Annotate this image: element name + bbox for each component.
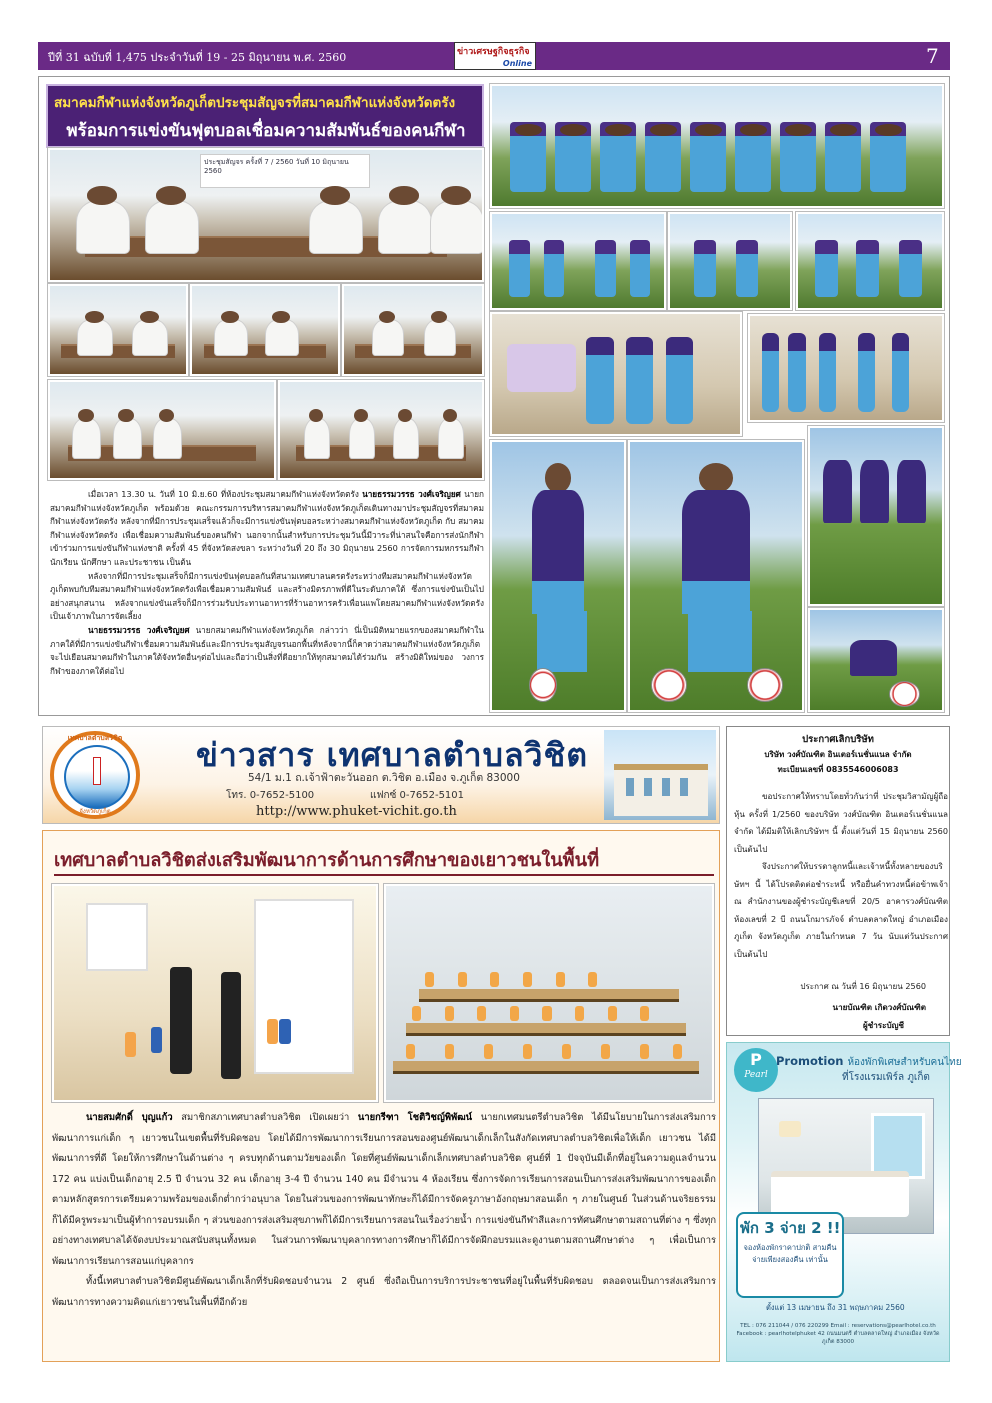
education-name-2: นายกรีฑา โชติวิชญ์พิพัฒน์ [357,1112,473,1123]
meeting-photo-3 [190,284,340,376]
dinner-photo [748,314,944,422]
newspaper-logo [454,42,536,70]
sports-para-3-rest: นายกสมาคมกีฬาแห่งจังหวัดภูเก็ต กล่าวว่า นี่เป็นมิติหมายแรกของสมาคมกีฬาในภาคใต้ที่มีการแข่งขันกีฬาเชื่อมความสัมพันธ์และมีการประชุมสัญจรนอกพื้นที่หลังจากนี้ก็คาดว่าสมาคมกีฬาแห่งจังหวัดภูเก็ตจะไปเยือนสมาคมกีฬาในภาคใต้จังหวัดอื่นๆต่อไปและถือว่าเป็นสิ่งที่ดีอยากให้ทุกสมาคมได้ร่วมกัน สร้างมิติใหม่ของ วงการกีฬาของภาคใต้ต่อไป [50,624,484,676]
logo-text: ข่าวเศรษฐกิจธุรกิจ [457,47,530,57]
vichit-address: 54/1 ม.1 ถ.เจ้าฟ้าตะวันออก ต.วิชิต อ.เมือง จ.ภูเก็ต 83000 [248,772,520,784]
notice-date: ประกาศ ณ วันที่ 16 มิถุนายน 2560 [800,981,926,991]
notice-para-2: จึงประกาศให้บรรดาลูกหนี้และเจ้าหนี้ทั้งหลายของบริษัทฯ นี้ ได้โปรดติดต่อชำระหนี้ หรือยื่นคำทวงหนี้ต่อข้าพเจ้า ณ สำนักงานของผู้ชำระบัญชีเลขที่ 20/5 อาคารวงศ์บัณฑิต ห้องเลขที่ 2 บี ถนนโกมารภัจจ์ ตำบลตลาดใหญ่ อำเภอเมืองภูเก็ต จังหวัดภูเก็ต ภายในกำหนด 7 วัน นับแต่วันประกาศเป็นต้นไป [734,861,948,959]
meeting-photo-6 [278,380,484,480]
vichit-website-link[interactable]: http://www.phuket-vichit.go.th [256,804,457,819]
seal-top-text: เทศบาลตำบลวิชิต [67,734,123,742]
sports-story-headline-box [46,84,484,148]
hotel-contact: TEL : 076 211044 / 076 220299 Email : reservations@pearlhotel.co.th Facebook : pearlhotelphuket 42 ถนนมนตรี ตำบลตลาดใหญ่ อำเภอเมือง จังหวัดภูเก็ต 83000 [736,1323,940,1345]
football-photo-2 [490,212,666,310]
sports-para-1-rest: นายกสมาคมกีฬาแห่งจังหวัดภูเก็ต พร้อมด้วย คณะกรรมการบริหารสมาคมกีฬาแห่งจังหวัดภูเก็ตเดินทางมาประชุมสัญจรที่สมาคมกีฬาแห่งจังหวัดตรัง หลังจากที่มีการประชุมเสร็จแล้วก็จะมีการแข่งขันฟุตบอลระหว่างสมาคมกีฬาแห่งจังหวัดภูเก็ต กับ สมาคมกีฬาแห่งจังหวัดตรัง เพื่อเชื่อมความสัมพันธ์ของคนกีฬา นอกจากนั้นสำหรับการประชุมวันนี้มีวาระที่น่าสนใจคือการส่งนักกีฬาเข้าร่วมการแข่งขันกีฬาแห่งชาติ ครั้งที่ 45 ที่จังหวัดสงขลา ระหว่างวันที่ 20 ถึง 30 มิถุนายน 2560 การจัดการมหกรรมกีฬานักเรียน นักศึกษา และประชาชน เป็นต้น [50,489,484,567]
page-number: 7 [926,44,939,68]
promo-label: Promotion [776,1054,844,1068]
sports-para-2: หลังจากที่มีการประชุมเสร็จก็มีการแข่งขันฟุตบอลกันที่สนามเทศบาลนครตรังระหว่างทีมสมาคมกีฬาแห่งจังหวัดภูเก็ตพบกับทีมสมาคมกีฬาแห่งจังหวัดตรังเพื่อเชื่อมความสัมพันธ์ และสร้างมิตรภาพที่ดีในระดับภาคใต้ ซึ่งการแข่งขันเป็นไปอย่างสนุกสนาน หลังจากแข่งขันเสร็จก็มีการร่วมรับประทานอาหารที่ร้านอาหารครัวเพื่อนแพโดยสมาคมกีฬาแห่งจังหวัดตรังเป็นเจ้าภาพในการจัดเลี้ยง [50,570,484,622]
team-group-photo [490,84,944,208]
sports-headline-line1: สมาคมกีฬาแห่งจังหวัดภูเก็ตประชุมสัญจรที่สมาคมกีฬาแห่งจังหวัดตรัง [54,95,456,111]
promo-dates: ตั้งแต่ 13 เมษายน ถึง 31 พฤษภาคม 2560 [766,1303,905,1312]
vichit-fax: แฟกซ์ 0-7652-5101 [370,790,465,801]
player-photo-3 [808,426,944,606]
football-photo-3 [668,212,792,310]
meeting-photo-2 [48,284,188,376]
notice-signer: นายบัณฑิต เกิดวงศ์บัณฑิต [832,1002,926,1012]
player-photo-4 [808,608,944,712]
seal-bottom-text: จังหวัดภูเก็ต [79,808,111,815]
player-portrait-1 [490,440,626,712]
logo-online: Online [502,59,532,68]
notice-registration: ทะเบียนเลขที่ 0835546006083 [777,765,899,774]
notice-title: ประกาศเลิกบริษัท [802,734,874,745]
logo-name: Pearl [744,1070,768,1080]
deal-description: จองห้องพักราคาปกติ สามคืนจ่ายเพียงสองคืน เท่านั้น [743,1243,837,1264]
education-headline: เทศบาลตำบลวิชิตส่งเสริมพัฒนาการด้านการศึกษาของเยาวชนในพื้นที่ [54,850,600,871]
education-para-2: ทั้งนี้เทศบาลตำบลวิชิตมีศูนย์พัฒนาเด็กเล็กที่รับผิดชอบจำนวน 2 ศูนย์ ซึ่งถือเป็นการบริการประชาชนที่อยู่ในพื้นที่รับผิดชอบ ตลอดจนเป็นการส่งเสริมการพัฒนาการทางความคิดแก่เยาวชนในพื้นที่อีกด้วย [52,1276,716,1308]
deal-headline: พัก 3 จ่าย 2 !! [740,1219,841,1237]
logo-letter: P [750,1050,762,1069]
promo-text: ห้องพักพิเศษสำหรับคนไทย [847,1057,962,1068]
notice-para-1: ขอประกาศให้ทราบโดยทั่วกันว่าที่ ประชุมวิสามัญผู้ถือหุ้น ครั้งที่ 1/2560 ของบริษัท วงศ์บัณฑิต อินเตอร์เนชั่นแนล จำกัด ได้มีมติให้เลิกบริษัทฯ นี้ ตั้งแต่วันที่ 15 มิถุนายน 2560 เป็นต้นไป [734,791,948,854]
meeting-photo-4 [342,284,484,376]
meeting-photo-main [48,148,484,282]
sports-para-3-name: นายธรรมวรรธ วงศ์เจริญยศ [88,624,190,635]
sports-para-1-name: นายธรรมวรรธ วงศ์เจริญยศ [362,489,461,499]
ad-promo-subtitle: ที่โรงแรมเพิร์ล ภูเก็ต [842,1072,930,1083]
sports-story-text [50,488,484,712]
sports-para-3 [50,624,484,678]
player-portrait-2 [628,440,804,712]
education-text-2: นายกเทศมนตรีตำบลวิชิต ได้มีนโยบายในการส่งเสริมการพัฒนาการแก่เด็ก ๆ เยาวชนในเขตพื้นที่รับผิดชอบ โดยได้มีการพัฒนาการเรียนการสอนของศูนย์พัฒนาเด็กเล็กในสังกัดเทศบาลตำบลวิชิตเพื่อให้เด็ก เยาวชน ได้มีพัฒนาการที่ดี โดยให้การศึกษาในด้านต่าง ๆ ครบทุกด้านตามวัยของเด็ก โดยที่ศูนย์พัฒนาเด็กเล็กเทศบาลตำบลวิชิต ศูนย์ที่ 1 ปัจจุบันมีเด็กที่อยู่ในความดูแลจำนวน 172 คน แบ่งเป็นเด็กอายุ 2.5 ปี จำนวน 32 คน เด็กอายุ 3-4 ปี จำนวน 140 คน มีจำนวน 4 ห้องเรียน ซึ่งการจัดการเรียนการสอนเป็นการส่งเสริมพัฒนาการของเด็ก ตามหลักสูตรการเตรียมความพร้อมของเด็กต่ำกว่าอนุบาล โดยในส่วนของการพัฒนาทักษะก็ได้มีการจัดครูภาษาอังกฤษมาสอนเด็ก ๆ ภายในศูนย์ ในส่วนด้านจริยธรรมก็ได้มีครูพระมาเป็นผู้ทำการอบรมเด็ก ๆ ส่วนของการส่งเสริมสุขภาพก็ได้มีการเรียนการสอนในเรื่องว่ายน้ำ การแข่งขันกีฬาสีและการทัศนศึกษาตามสถานที่ต่าง ๆ ซึ่งทุกอย่างทางเทศบาลได้จัดงบประมาณสนับสนุนทั้งหมด ในส่วนการพัฒนาบุคลากรทางการศึกษาก็ได้มีการจัดฝึกอบรมและดูงานตามสถานศึกษาต่าง ๆ เพื่อเป็นการพัฒนาการเรียนการสอนแก่บุคลากร [52,1112,716,1267]
notice-signer-role: ผู้ชำระบัญชี [862,1020,904,1030]
education-para-1 [52,1108,716,1272]
municipal-building-photo [604,730,716,820]
sports-para-1-lead: เมื่อเวลา 13.30 น. วันที่ 10 มิ.ย.60 ที่ห้องประชุมสมาคมกีฬาแห่งจังหวัดตรัง [88,489,359,499]
classroom-photo [52,884,378,1102]
meeting-banner: ประชุมสัญจร ครั้งที่ 7 / 2560 วันที่ 10 มิถุนายน 2560 [200,154,370,188]
football-photo-5 [490,312,742,436]
notice-company: บริษัท วงศ์บัณฑิต อินเตอร์เนชั่นแนล จำกัด [764,750,912,759]
vichit-phone: โทร. 0-7652-5100 [226,790,315,801]
dining-hall-photo [384,884,714,1102]
lighthouse-icon [64,745,130,809]
ad-promo-title [776,1054,962,1070]
notice-body [734,788,948,963]
meeting-photo-5 [48,380,276,480]
education-name-1: นายสมศักดิ์ บุญแก้ว [86,1112,173,1123]
vichit-seal-logo [50,731,140,819]
education-text-1: สมาชิกสภาเทศบาลตำบลวิชิต เปิดเผยว่า [181,1112,350,1123]
pearl-hotel-logo [734,1048,778,1092]
issue-info: ปีที่ 31 ฉบับที่ 1,475 ประจำวันที่ 19 - 25 มิถุนายน พ.ศ. 2560 [48,51,347,64]
sports-para-1 [50,488,484,570]
vichit-banner-title: ข่าวสาร เทศบาลตำบลวิชิต [196,736,589,774]
education-article-text [52,1108,716,1356]
football-photo-4 [796,212,944,310]
sports-headline-line2: พร้อมการแข่งขันฟุตบอลเชื่อมความสัมพันธ์ของคนกีฬา [66,121,466,141]
headline-divider [54,874,714,876]
